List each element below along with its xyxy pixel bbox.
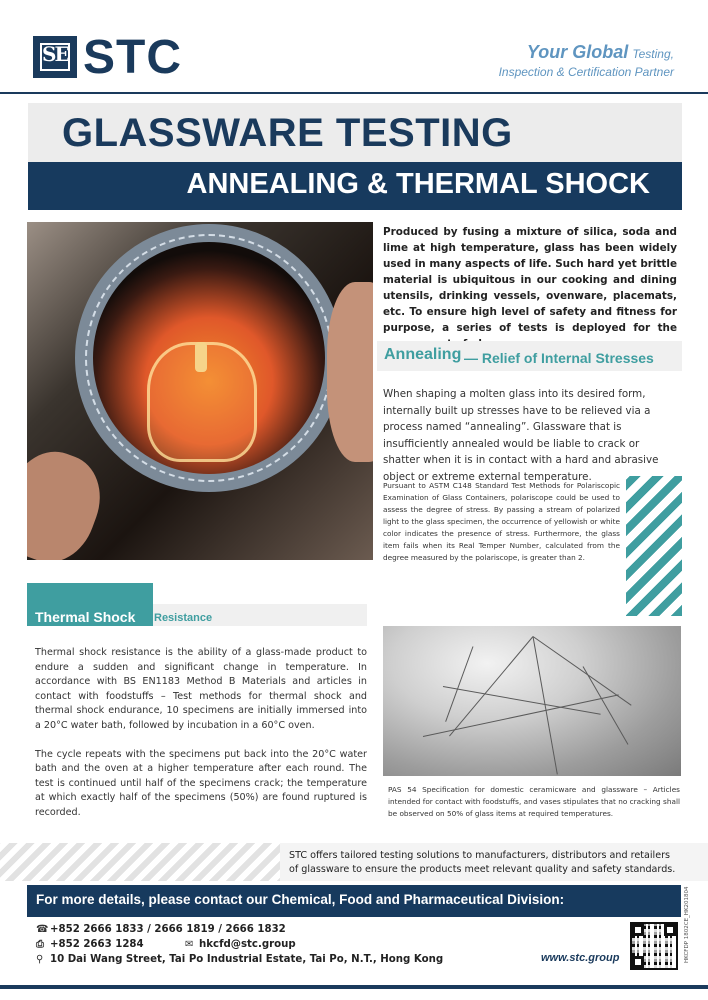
- tagline-line2: Inspection & Certification Partner: [498, 65, 674, 79]
- page-subtitle: ANNEALING & THERMAL SHOCK: [186, 168, 650, 200]
- annealing-heading: Annealing: [384, 346, 462, 363]
- email-link[interactable]: hkcfd@stc.group: [199, 939, 296, 950]
- offer-text: STC offers tailored testing solutions to manufacturers, distributors and retailers of glassware to ensure the products meet relevant quality and safety standards.: [289, 850, 676, 875]
- polariscope-photo: [27, 222, 373, 560]
- annealing-note: Pursuant to ASTM C148 Standard Test Methods for Polariscopic Examination of Glass Containers, polariscope could be used to assess the degree of stress. By passing a stream of polarized light to the glass specimen, the occurrence of yellowish or white color indicates the presence of stress. Furthermore, the glass item fails when its Real Temper Number, calculated from the degree measured by the polariscope, is greater than 2.: [383, 481, 620, 562]
- fax-row: [36, 939, 144, 950]
- page-title: GLASSWARE TESTING: [62, 111, 513, 155]
- pas-note: PAS 54 Specification for domestic ceramicware and glassware – Articles intended for contact with foodstuffs, and vases stipulates that no cracking shall be observed on 50% of glass items at required temperatures.: [388, 785, 680, 818]
- thermal-shock-heading: Thermal Shock: [35, 609, 136, 625]
- annealing-body: When shaping a molten glass into its desired form, internally built up stresses have to be relieved via a process named “annealing”. Glassware that is insufficiently annealed would be liable to crack or shatter when it is in contact with a hard and abrasive object or extreme external temperature.: [383, 388, 659, 483]
- address-row: [36, 954, 443, 965]
- annealing-subheading: — Relief of Internal Stresses: [464, 350, 654, 366]
- stc-logo-mark: SE: [33, 36, 77, 78]
- bottom-stripes: [0, 843, 285, 881]
- document-code: HKCFDP 1802CE_HK201804: [684, 886, 690, 963]
- header-divider: [0, 92, 708, 94]
- tagline: [499, 43, 674, 81]
- email-row: [185, 939, 296, 950]
- thermal-shock-paragraph-2: The cycle repeats with the specimens put back into the 20°C water bath and the oven at a higher temperature after each round. The test is continued until half of the specimens crack; the temperature at which exactly half of the specimens (50%) are found ruptured is recorded.: [35, 748, 367, 818]
- logo-text: STC: [83, 31, 182, 84]
- qr-code[interactable]: [632, 924, 676, 968]
- decorative-stripes: [626, 476, 682, 616]
- address: 10 Dai Wang Street, Tai Po Industrial Estate, Tai Po, N.T., Hong Kong: [50, 954, 444, 965]
- email-icon: ✉: [185, 939, 194, 950]
- cracked-glass-photo: [383, 626, 681, 776]
- footer-divider: [0, 985, 708, 989]
- phone-icon: ☎: [36, 924, 49, 935]
- fax-number: +852 2663 1284: [50, 939, 144, 950]
- tagline-rest: Testing,: [632, 47, 674, 61]
- thermal-shock-subheading: Resistance: [154, 612, 213, 624]
- location-pin-icon: ⚲: [36, 954, 44, 965]
- phone-row: [36, 924, 286, 935]
- contact-title: For more details, please contact our Chemical, Food and Pharmaceutical Division:: [36, 892, 565, 907]
- intro-paragraph: Produced by fusing a mixture of silica, soda and lime at high temperature, glass has been widely used in many aspects of life. Such hard yet brittle material is ubiquitous in our cooking and dining utensils, drinking vessels, ovenware, placemats, etc. To ensure high level of safety and fitness for purpose, a series of tests is deployed for the: [383, 226, 677, 334]
- stc-logo: [33, 31, 203, 84]
- thermal-shock-accent: [27, 583, 153, 605]
- website-link[interactable]: www.stc.group: [541, 952, 620, 964]
- fax-icon: ⎙: [36, 939, 44, 950]
- thermal-shock-paragraph-1: Thermal shock resistance is the ability of a glass-made product to endure a sudden and significant change in temperature. In accordance with BS EN1183 Method B Materials and articles in contact with foodstuffs – Test methods for thermal shock and thermal shock endurance, 10 specimens are initially immersed into a 20°C water bath, followed by incubation in a 60°C oven.: [35, 647, 367, 731]
- phone-number[interactable]: +852 2666 1833 / 2666 1819 / 2666 1832: [50, 924, 286, 935]
- thermal-shock-body: [35, 646, 367, 821]
- tagline-bold: Your Global: [526, 42, 629, 62]
